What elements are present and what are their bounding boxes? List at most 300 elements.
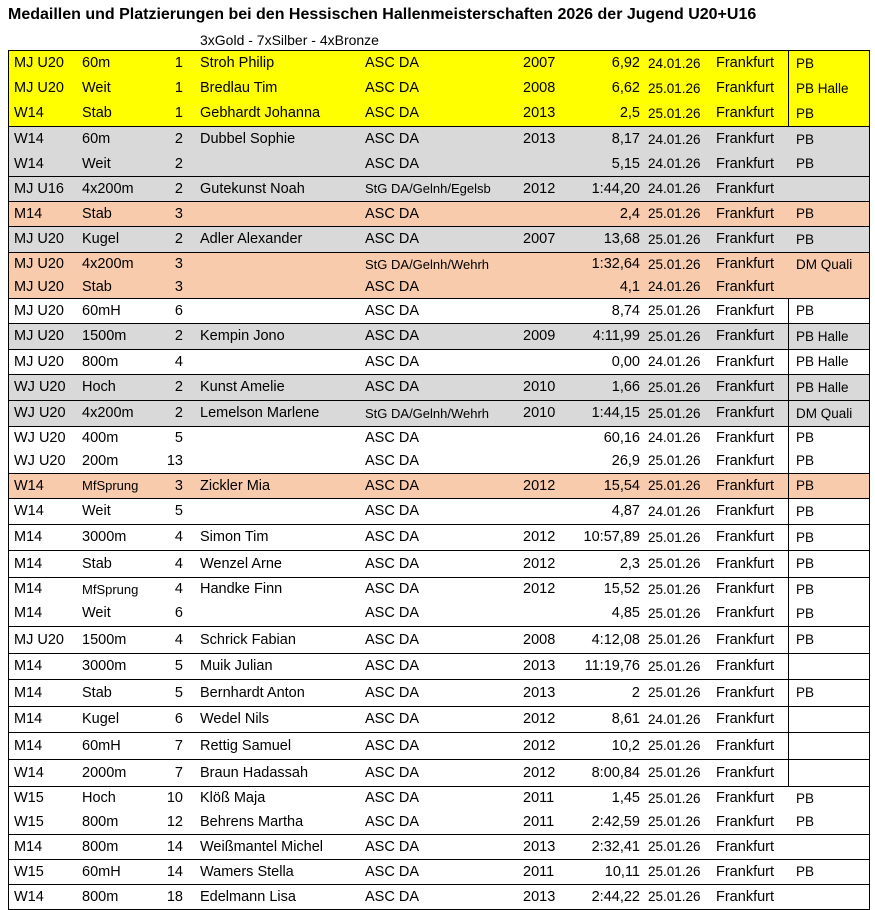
date-cell: 25.01.26 — [648, 864, 701, 879]
result-group — [9, 525, 869, 551]
athlete-name-cell: Muik Julian — [200, 658, 273, 674]
location-cell: Frankfurt — [716, 206, 775, 222]
discipline-cell: Stab — [82, 685, 112, 701]
class-cell: MJ U20 — [14, 303, 64, 319]
birth-year-cell: 2007 — [523, 231, 556, 247]
athlete-name-cell: Dubbel Sophie — [200, 131, 296, 147]
club-cell: StG DA/Gelnh/Egelsb — [365, 181, 491, 196]
place-cell: 1 — [174, 105, 183, 121]
performance-cell: 8:00,84 — [591, 765, 640, 781]
birth-year-cell: 2012 — [523, 181, 556, 197]
performance-cell: 2 — [631, 685, 640, 701]
column-divider — [788, 707, 789, 732]
birth-year-cell: 2010 — [523, 405, 556, 421]
date-cell: 25.01.26 — [648, 556, 701, 571]
date-cell: 24.01.26 — [648, 181, 701, 196]
class-cell: WJ U20 — [14, 430, 66, 446]
club-cell: ASC DA — [365, 814, 419, 830]
class-cell: W14 — [14, 478, 44, 494]
place-cell: 6 — [174, 711, 183, 727]
performance-cell: 10:57,89 — [583, 529, 640, 545]
table-row — [9, 375, 869, 400]
place-cell: 7 — [174, 738, 183, 754]
table-row — [9, 760, 869, 786]
athlete-name-cell: Stroh Philip — [200, 55, 275, 71]
table-row — [9, 202, 869, 226]
performance-cell: 10,11 — [604, 864, 640, 880]
club-cell: ASC DA — [365, 105, 419, 121]
place-cell: 1 — [174, 80, 183, 96]
place-cell: 2 — [174, 231, 183, 247]
athlete-name-cell: Rettig Samuel — [200, 738, 292, 754]
birth-year-cell: 2012 — [523, 765, 556, 781]
class-cell: M14 — [14, 658, 43, 674]
note-cell: PB — [796, 814, 815, 829]
class-cell: MJ U20 — [14, 80, 64, 96]
discipline-cell: 1500m — [82, 632, 127, 648]
result-group — [9, 578, 869, 627]
note-cell: PB — [796, 685, 815, 700]
discipline-cell: 4x200m — [82, 405, 134, 421]
location-cell: Frankfurt — [716, 328, 775, 344]
performance-cell: 2,5 — [619, 105, 640, 121]
note-cell: PB — [796, 504, 815, 519]
date-cell: 24.01.26 — [648, 354, 701, 369]
club-cell: ASC DA — [365, 658, 419, 674]
athlete-name-cell: Wenzel Arne — [200, 556, 282, 572]
class-cell: M14 — [14, 738, 43, 754]
club-cell: ASC DA — [365, 478, 419, 494]
date-cell: 25.01.26 — [648, 659, 701, 674]
column-divider — [788, 350, 789, 374]
performance-cell: 4,85 — [611, 605, 640, 621]
birth-year-cell: 2008 — [523, 80, 556, 96]
discipline-cell: MfSprung — [82, 478, 139, 493]
birth-year-cell: 2009 — [523, 328, 556, 344]
athlete-name-cell: Bernhardt Anton — [200, 685, 305, 701]
discipline-cell: 800m — [82, 354, 119, 370]
place-cell: 4 — [174, 354, 183, 370]
location-cell: Frankfurt — [716, 405, 775, 421]
discipline-cell: Kugel — [82, 231, 120, 247]
place-cell: 6 — [174, 303, 183, 319]
note-cell: PB — [796, 632, 815, 647]
result-group — [9, 177, 869, 202]
class-cell: MJ U20 — [14, 328, 64, 344]
performance-cell: 4:11,99 — [592, 328, 640, 344]
note-cell: PB — [796, 106, 815, 121]
location-cell: Frankfurt — [716, 354, 775, 370]
performance-cell: 8,74 — [611, 303, 640, 319]
column-divider — [788, 525, 789, 550]
performance-cell: 2,4 — [619, 206, 640, 222]
column-divider — [788, 299, 789, 323]
note-cell: PB — [796, 478, 815, 493]
table-row — [9, 810, 869, 834]
discipline-cell: 800m — [82, 814, 119, 830]
column-divider — [788, 324, 789, 349]
date-cell: 25.01.26 — [648, 453, 701, 468]
location-cell: Frankfurt — [716, 889, 775, 905]
class-cell: M14 — [14, 581, 43, 597]
class-cell: MJ U20 — [14, 632, 64, 648]
date-cell: 25.01.26 — [648, 81, 701, 96]
club-cell: ASC DA — [365, 556, 419, 572]
table-row — [9, 401, 869, 426]
place-cell: 1 — [174, 55, 183, 71]
location-cell: Frankfurt — [716, 814, 775, 830]
table-row — [9, 253, 869, 276]
club-cell: ASC DA — [365, 632, 419, 648]
place-cell: 3 — [174, 478, 183, 494]
location-cell: Frankfurt — [716, 658, 775, 674]
date-cell: 25.01.26 — [648, 889, 701, 904]
class-cell: W14 — [14, 765, 44, 781]
athlete-name-cell: Adler Alexander — [200, 231, 303, 247]
club-cell: ASC DA — [365, 685, 419, 701]
table-row — [9, 101, 869, 126]
discipline-cell: 1500m — [82, 328, 127, 344]
place-cell: 14 — [166, 864, 183, 880]
class-cell: MJ U20 — [14, 354, 64, 370]
club-cell: ASC DA — [365, 279, 419, 295]
place-cell: 18 — [166, 889, 183, 905]
table-row — [9, 578, 869, 601]
performance-cell: 1:32,64 — [591, 256, 640, 272]
result-group — [9, 835, 869, 860]
discipline-cell: 60m — [82, 55, 111, 71]
class-cell: M14 — [14, 711, 43, 727]
performance-cell: 1:44,15 — [591, 405, 640, 421]
club-cell: ASC DA — [365, 206, 419, 222]
table-row — [9, 449, 869, 473]
club-cell: ASC DA — [365, 55, 419, 71]
class-cell: W14 — [14, 889, 44, 905]
location-cell: Frankfurt — [716, 256, 775, 272]
result-group — [9, 375, 869, 401]
table-row — [9, 525, 869, 550]
result-group — [9, 680, 869, 707]
date-cell: 24.01.26 — [648, 132, 701, 147]
date-cell: 25.01.26 — [648, 380, 701, 395]
performance-cell: 8,17 — [611, 131, 640, 147]
table-row — [9, 680, 869, 706]
place-cell: 13 — [166, 453, 183, 469]
table-row — [9, 707, 869, 732]
club-cell: ASC DA — [365, 864, 419, 880]
place-cell: 6 — [174, 605, 183, 621]
performance-cell: 5,15 — [611, 156, 640, 172]
birth-year-cell: 2012 — [523, 556, 556, 572]
discipline-cell: 400m — [82, 430, 119, 446]
table-row — [9, 654, 869, 679]
class-cell: W14 — [14, 131, 44, 147]
discipline-cell: 60mH — [82, 864, 121, 880]
club-cell: ASC DA — [365, 303, 419, 319]
place-cell: 4 — [174, 632, 183, 648]
result-group — [9, 324, 869, 350]
column-divider — [788, 51, 789, 126]
table-row — [9, 474, 869, 498]
club-cell: StG DA/Gelnh/Wehrh — [365, 257, 490, 272]
discipline-cell: MfSprung — [82, 582, 139, 597]
club-cell: ASC DA — [365, 131, 419, 147]
place-cell: 3 — [174, 206, 183, 222]
discipline-cell: 4x200m — [82, 181, 134, 197]
date-cell: 24.01.26 — [648, 156, 701, 171]
club-cell: ASC DA — [365, 354, 419, 370]
place-cell: 2 — [174, 379, 183, 395]
place-cell: 2 — [174, 131, 183, 147]
performance-cell: 6,62 — [611, 80, 640, 96]
club-cell: ASC DA — [365, 503, 419, 519]
table-row — [9, 76, 869, 101]
table-row — [9, 733, 869, 759]
birth-year-cell: 2012 — [523, 711, 556, 727]
note-cell: PB — [796, 791, 815, 806]
athlete-name-cell: Braun Hadassah — [200, 765, 309, 781]
location-cell: Frankfurt — [716, 632, 775, 648]
discipline-cell: 800m — [82, 889, 119, 905]
place-cell: 12 — [166, 814, 183, 830]
athlete-name-cell: Gebhardt Johanna — [200, 105, 321, 121]
birth-year-cell: 2011 — [523, 864, 555, 880]
discipline-cell: Hoch — [82, 790, 116, 806]
athlete-name-cell: Zickler Mia — [200, 478, 271, 494]
athlete-name-cell: Lemelson Marlene — [200, 405, 320, 421]
date-cell: 25.01.26 — [648, 232, 701, 247]
club-cell: ASC DA — [365, 765, 419, 781]
birth-year-cell: 2012 — [523, 581, 556, 597]
note-cell: PB — [796, 606, 815, 621]
place-cell: 4 — [174, 529, 183, 545]
athlete-name-cell: Schrick Fabian — [200, 632, 296, 648]
class-cell: W14 — [14, 156, 44, 172]
performance-cell: 10,2 — [611, 738, 640, 754]
class-cell: M14 — [14, 529, 43, 545]
performance-cell: 1:44,20 — [591, 181, 640, 197]
birth-year-cell: 2013 — [523, 839, 556, 855]
location-cell: Frankfurt — [716, 303, 775, 319]
location-cell: Frankfurt — [716, 80, 775, 96]
club-cell: ASC DA — [365, 581, 419, 597]
note-cell: PB — [796, 556, 815, 571]
performance-cell: 0,00 — [611, 354, 640, 370]
date-cell: 25.01.26 — [648, 329, 701, 344]
location-cell: Frankfurt — [716, 503, 775, 519]
date-cell: 25.01.26 — [648, 406, 701, 421]
date-cell: 25.01.26 — [648, 303, 701, 318]
note-cell: PB — [796, 582, 815, 597]
note-cell: PB — [796, 132, 815, 147]
club-cell: ASC DA — [365, 231, 419, 247]
table-row — [9, 885, 869, 909]
discipline-cell: Stab — [82, 105, 112, 121]
location-cell: Frankfurt — [716, 453, 775, 469]
date-cell: 25.01.26 — [648, 632, 701, 647]
table-row — [9, 127, 869, 152]
column-divider — [788, 733, 789, 759]
place-cell: 5 — [174, 503, 183, 519]
athlete-name-cell: Weißmantel Michel — [200, 839, 324, 855]
date-cell: 25.01.26 — [648, 530, 701, 545]
result-group — [9, 627, 869, 654]
note-cell: PB — [796, 56, 815, 71]
note-cell: PB Halle — [796, 81, 849, 96]
birth-year-cell: 2007 — [523, 55, 556, 71]
discipline-cell: 800m — [82, 839, 119, 855]
class-cell: MJ U20 — [14, 256, 64, 272]
performance-cell: 2:32,41 — [591, 839, 640, 855]
performance-cell: 15,52 — [603, 581, 640, 597]
performance-cell: 4,1 — [619, 279, 640, 295]
location-cell: Frankfurt — [716, 556, 775, 572]
result-group — [9, 350, 869, 375]
result-group — [9, 401, 869, 427]
birth-year-cell: 2013 — [523, 685, 556, 701]
place-cell: 7 — [174, 765, 183, 781]
note-cell: DM Quali — [796, 257, 853, 272]
class-cell: MJ U20 — [14, 55, 64, 71]
column-divider — [788, 499, 789, 524]
performance-cell: 1,45 — [611, 790, 640, 806]
table-row — [9, 427, 869, 449]
performance-cell: 11:19,76 — [584, 658, 640, 674]
place-cell: 2 — [174, 405, 183, 421]
result-group — [9, 733, 869, 760]
athlete-name-cell: Edelmann Lisa — [200, 889, 296, 905]
location-cell: Frankfurt — [716, 685, 775, 701]
discipline-cell: 4x200m — [82, 256, 134, 272]
location-cell: Frankfurt — [716, 605, 775, 621]
discipline-cell: 3000m — [82, 529, 127, 545]
result-group — [9, 299, 869, 324]
club-cell: ASC DA — [365, 80, 419, 96]
location-cell: Frankfurt — [716, 379, 775, 395]
table-row — [9, 350, 869, 374]
athlete-name-cell: Wamers Stella — [200, 864, 294, 880]
class-cell: W15 — [14, 790, 44, 806]
note-cell: PB — [796, 864, 815, 879]
class-cell: M14 — [14, 206, 43, 222]
location-cell: Frankfurt — [716, 765, 775, 781]
results-table — [8, 50, 870, 910]
column-divider — [788, 578, 789, 626]
discipline-cell: 60mH — [82, 738, 121, 754]
location-cell: Frankfurt — [716, 181, 775, 197]
class-cell: WJ U20 — [14, 405, 66, 421]
date-cell: 25.01.26 — [648, 582, 701, 597]
result-group — [9, 227, 869, 253]
discipline-cell: Weit — [82, 503, 111, 519]
place-cell: 2 — [174, 156, 183, 172]
location-cell: Frankfurt — [716, 581, 775, 597]
result-group — [9, 427, 869, 474]
page-title: Medaillen und Platzierungen bei den Hessischen Hallenmeisterschaften 2026 der Jugend U20+U16 — [8, 6, 757, 23]
table-row — [9, 227, 869, 252]
table-row — [9, 860, 869, 884]
performance-cell: 6,92 — [611, 55, 640, 71]
club-cell: StG DA/Gelnh/Wehrh — [365, 406, 490, 421]
discipline-cell: Kugel — [82, 711, 120, 727]
date-cell: 25.01.26 — [648, 839, 701, 854]
class-cell: M14 — [14, 556, 43, 572]
birth-year-cell: 2011 — [523, 790, 555, 806]
date-cell: 25.01.26 — [648, 206, 701, 221]
class-cell: W15 — [14, 864, 44, 880]
place-cell: 5 — [174, 430, 183, 446]
club-cell: ASC DA — [365, 529, 419, 545]
club-cell: ASC DA — [365, 790, 419, 806]
location-cell: Frankfurt — [716, 55, 775, 71]
athlete-name-cell: Bredlau Tim — [200, 80, 278, 96]
note-cell: PB — [796, 206, 815, 221]
place-cell: 3 — [174, 256, 183, 272]
note-cell: PB — [796, 232, 815, 247]
performance-cell: 4,87 — [611, 503, 640, 519]
class-cell: W15 — [14, 814, 44, 830]
club-cell: ASC DA — [365, 156, 419, 172]
note-cell: PB — [796, 156, 815, 171]
place-cell: 14 — [166, 839, 183, 855]
class-cell: WJ U20 — [14, 453, 66, 469]
place-cell: 2 — [174, 181, 183, 197]
athlete-name-cell: Simon Tim — [200, 529, 269, 545]
result-group — [9, 787, 869, 835]
result-group — [9, 202, 869, 227]
discipline-cell: Weit — [82, 80, 111, 96]
result-group — [9, 474, 869, 499]
table-row — [9, 152, 869, 176]
date-cell: 25.01.26 — [648, 478, 701, 493]
location-cell: Frankfurt — [716, 131, 775, 147]
table-row — [9, 499, 869, 524]
date-cell: 25.01.26 — [648, 685, 701, 700]
discipline-cell: Stab — [82, 556, 112, 572]
date-cell: 24.01.26 — [648, 56, 701, 71]
date-cell: 25.01.26 — [648, 257, 701, 272]
result-group — [9, 885, 869, 910]
birth-year-cell: 2012 — [523, 529, 556, 545]
note-cell: PB — [796, 530, 815, 545]
table-row — [9, 177, 869, 201]
column-divider — [788, 627, 789, 653]
birth-year-cell: 2008 — [523, 632, 556, 648]
note-cell: PB — [796, 430, 815, 445]
location-cell: Frankfurt — [716, 156, 775, 172]
column-divider — [788, 760, 789, 786]
discipline-cell: 2000m — [82, 765, 127, 781]
birth-year-cell: 2013 — [523, 105, 556, 121]
place-cell: 4 — [174, 556, 183, 572]
column-divider — [788, 427, 789, 473]
column-divider — [788, 680, 789, 706]
result-group — [9, 860, 869, 885]
date-cell: 25.01.26 — [648, 106, 701, 121]
location-cell: Frankfurt — [716, 839, 775, 855]
location-cell: Frankfurt — [716, 478, 775, 494]
note-cell: PB — [796, 303, 815, 318]
birth-year-cell: 2013 — [523, 131, 556, 147]
class-cell: MJ U16 — [14, 181, 64, 197]
place-cell: 2 — [174, 328, 183, 344]
result-group — [9, 654, 869, 680]
discipline-cell: Hoch — [82, 379, 116, 395]
birth-year-cell: 2011 — [523, 814, 555, 830]
table-row — [9, 551, 869, 577]
place-cell: 10 — [166, 790, 183, 806]
location-cell: Frankfurt — [716, 529, 775, 545]
